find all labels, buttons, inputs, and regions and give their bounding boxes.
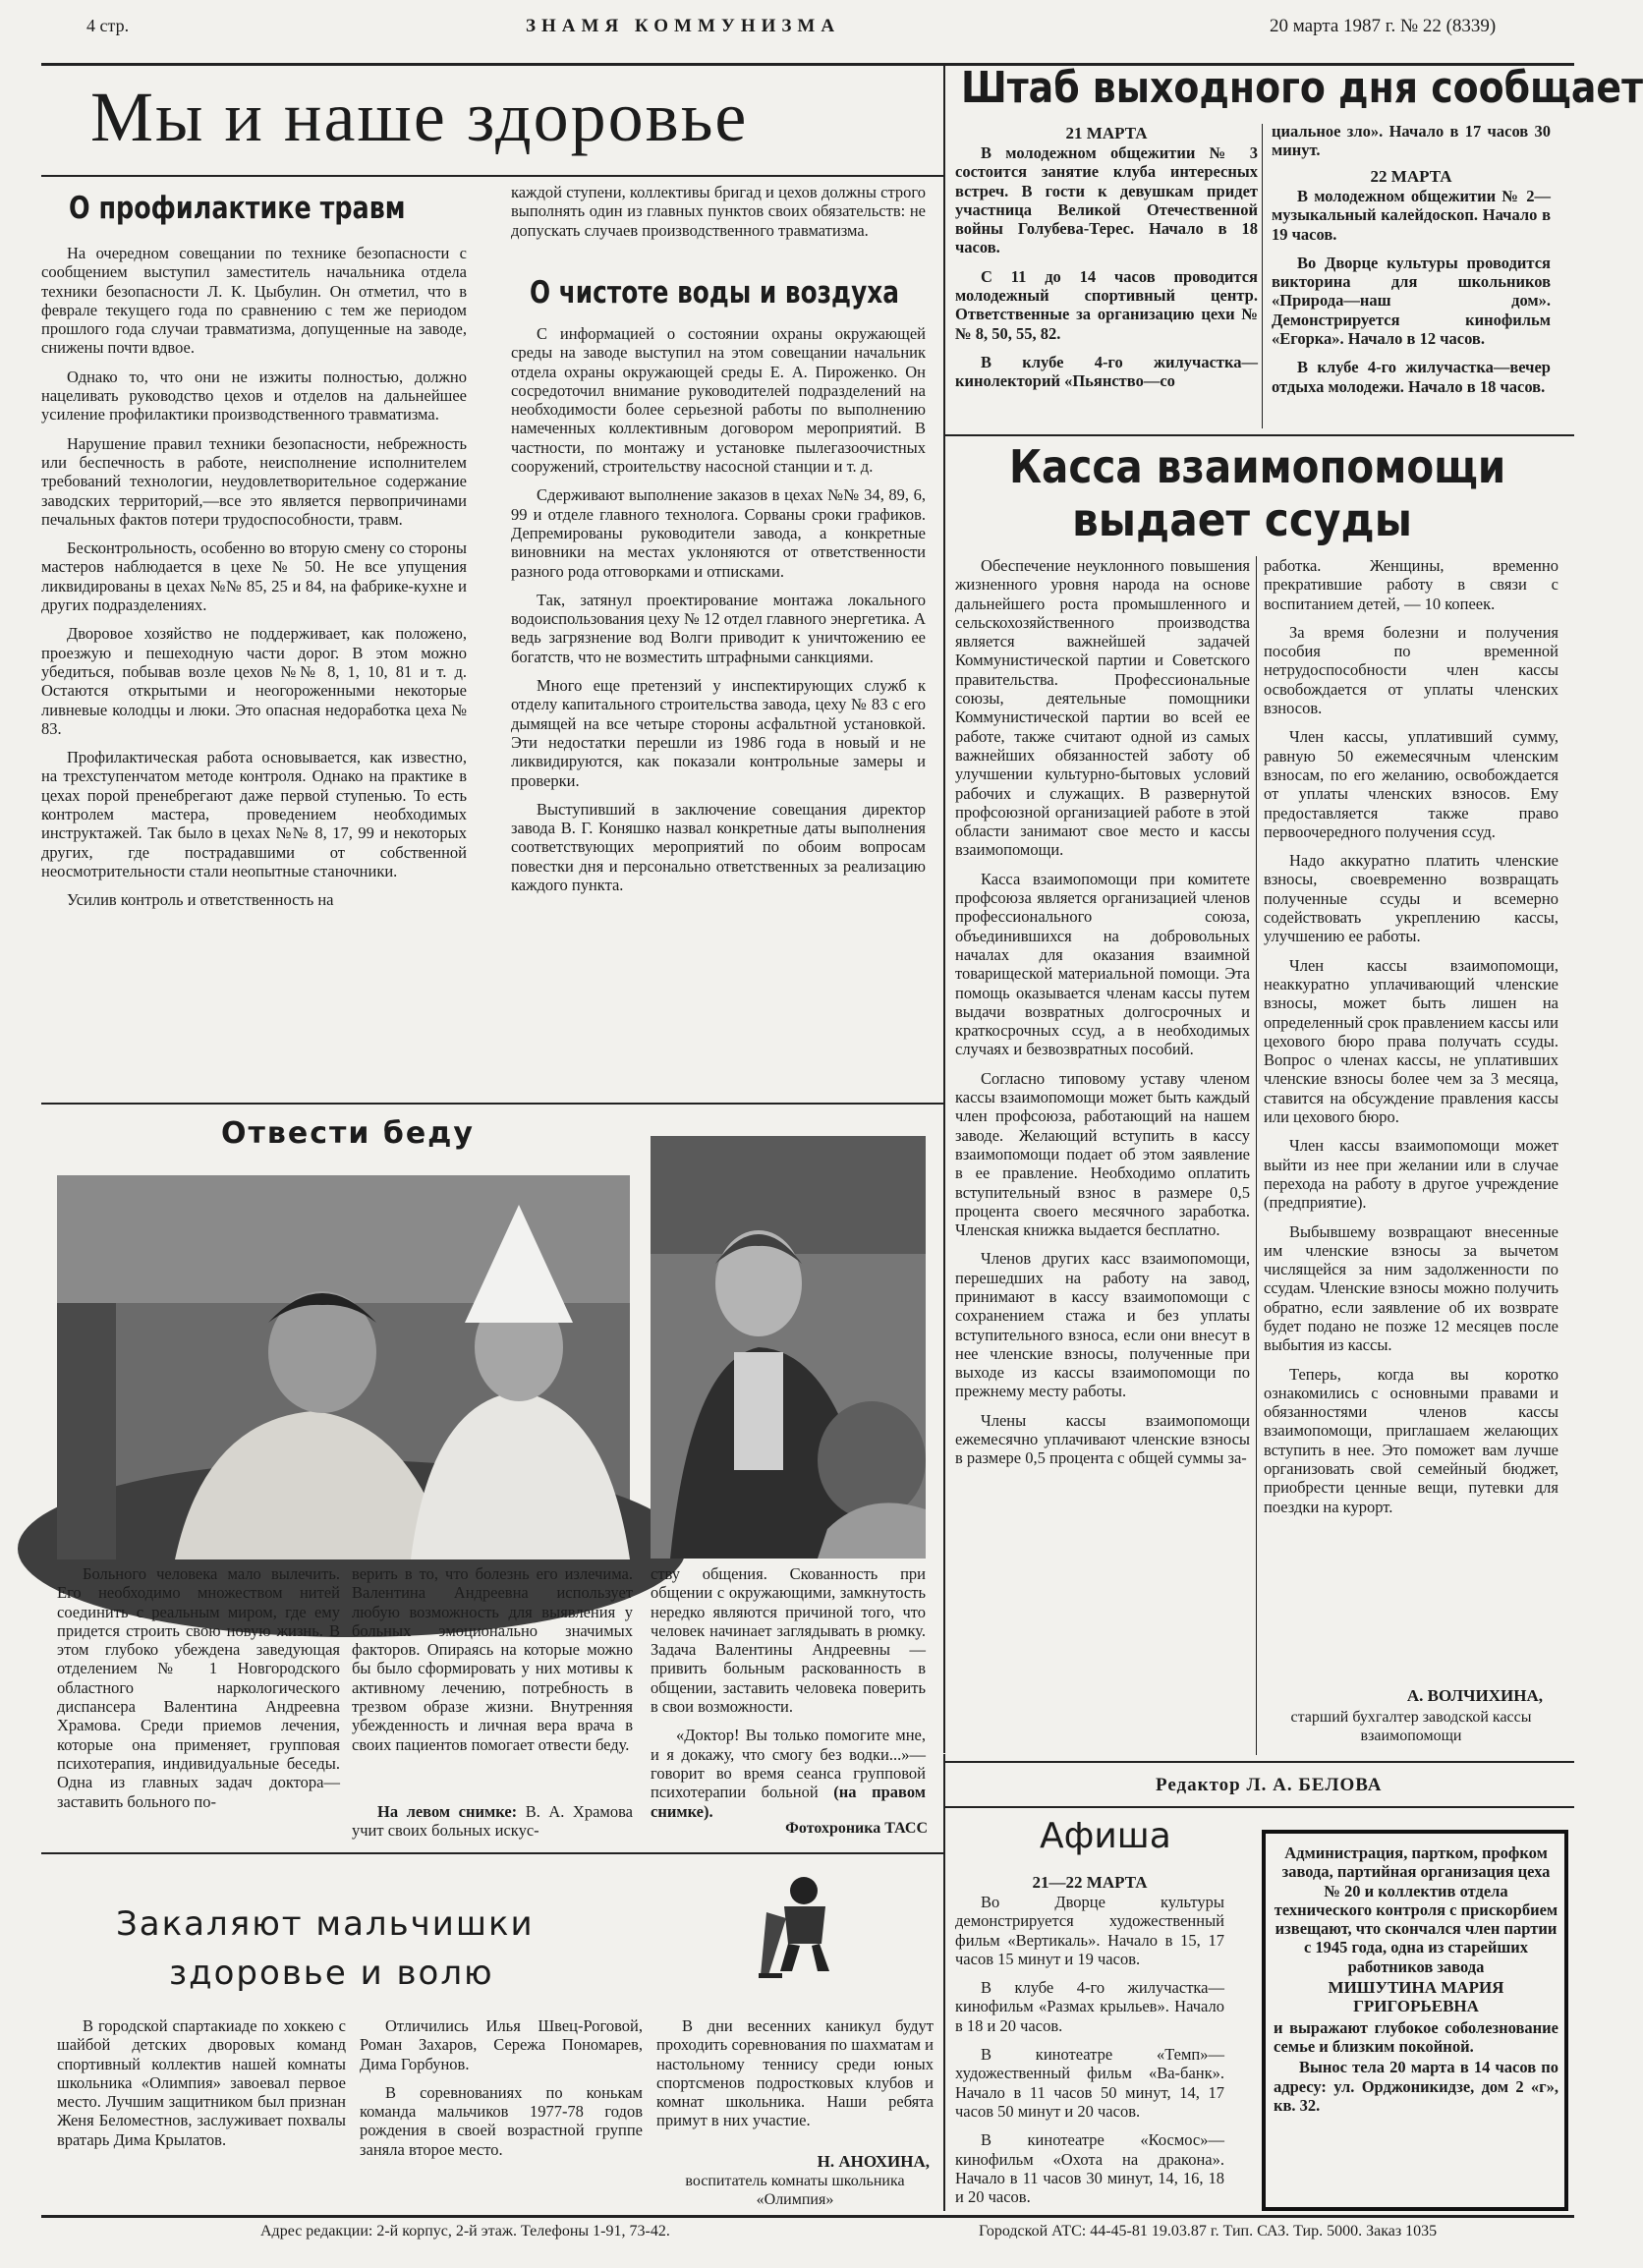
kassa-title-line-1: Касса взаимопомощи	[1008, 440, 1506, 493]
weekend-column-1	[955, 143, 1258, 425]
hockey-title-line-1: Закаляют мальчишки	[116, 1904, 535, 1944]
editor-bottom-rule	[945, 1806, 1574, 1808]
weekend-title: Штаб выходного дня сообщает	[961, 63, 1643, 113]
newspaper-name: ЗНАМЯ КОММУНИЗМА	[526, 16, 841, 36]
injury-paragraph: Усилив контроль и ответственность на	[67, 890, 334, 910]
water-paragraph: Много еще претензий у инспектирующих служб к отделу капитального строительства завода, цеху № 83 с его дымящей на все четыре стороны асфальтной установкой. Эти недостатки перешли из 1986 года в новый и не ликвидируются, как показали контрольные замеры и проверки.	[511, 676, 926, 790]
injury-paragraph: Бесконтрольность, особенно во вторую смену со стороны мастеров наблюдается в цехе № 50. Не все упущения ликвидированы в цехах №№ 85, 25 и 84, на фабрике-кухне и других подразделениях.	[41, 539, 467, 615]
water-paragraph: Выступивший в заключение совещания директор завода В. Г. Коняшко назвал конкретные даты выполнения соответствующих мероприятий по обоим вопросам повестки дня и персонально ответственных за реализацию каждого пункта.	[511, 799, 926, 895]
afisha-item: В кинотеатре «Космос»—кинофильм «Охота на дракона». Начало в 11 часов 30 минут, 14, 16, 18 и 20 часов.	[955, 2130, 1224, 2207]
footer-rule	[41, 2215, 1574, 2218]
hockey-paragraph: В дни весенних каникул будут проходить соревнования по шахматам и настольному теннису среди юных спортсменов подростковых клубов и комнат школьника. Наши ребята примут в них участие.	[656, 2016, 934, 2130]
kassa-paragraph: Касса взаимопомощи при комитете профсоюза является организацией членов профессионального союза, объединившихся на добровольных началах для оказания взаимной товарищеской материальной помощи. Эта помощь оказывается членам кассы путем выдачи возвратных долгосрочных и краткосрочных ссуд, а в необходимых случаях и безвозвратных пособий.	[955, 869, 1250, 1059]
obituary-condolence: и выражают глубокое соболезнование семье и близким покойной.	[1274, 2017, 1558, 2056]
weekend-item: В клубе 4-го жилучастка—кинолекторий «Пьянство—со	[955, 352, 1258, 391]
section-title: Мы и наше здоровье	[90, 78, 749, 156]
hockey-column-1	[57, 2016, 346, 2213]
kassa-paragraph: Член кассы взаимопомощи, неаккуратно уплачивающий членские взносы, может быть лишен на определенный срок правлением кассы или цехового бюро права получать ссуды. Вопрос о членах кассы, не уплативших членские взносы более чем за 3 месяца, ставится на обсуждение правления кассы или цехового бюро.	[1264, 955, 1558, 1127]
hockey-title-line-2: здоровье и волю	[169, 1954, 494, 1993]
kassa-paragraph: Член кассы, уплативший сумму, равную 50 ежемесячным членским взносам, по его желанию, освобождается от уплаты членских взносов. Ему предоставляется также право первоочередного получения ссуд.	[1264, 727, 1558, 841]
water-paragraph: Так, затянул проектирование монтажа локального водоиспользования цеху № 12 отдел главного энергетика. А ведь загрязнение вод Волги приводит к уничтожению ее богатств, что не возместить штрафными санкциями.	[511, 590, 926, 666]
afisha-item: В кинотеатре «Темп»—художественный фильм «Ва-банк». Начало в 11 часов 50 минут, 14, 17 часов 50 минут и 20 часов.	[955, 2045, 1224, 2121]
hockey-author: Н. АНОХИНА,	[817, 2152, 930, 2171]
water-title: О чистоте воды и воздуха	[530, 275, 899, 311]
injury-paragraph: Нарушение правил техники безопасности, небрежность или беспечность в работе, неисполнение исполнителем требований технологии, неудовлетворительное содержание заводских территорий,—все это является первопричинами печальных фактов потери трудоспособности, травм.	[41, 433, 467, 529]
hockey-column-2	[360, 2016, 643, 2213]
photo-credit: Фотохроника ТАСС	[785, 1820, 928, 1837]
otvesti-paragraph: Больного человека мало вылечить. Его необходимо множеством нитей соединить с реальным миром, где ему придется строить свою новую жизнь. В этом глубоко убеждена заведующая отделением № 1 Новгородского областного наркологического диспансера Валентина Андреевна Храмова. Среди приемов лечения, которые она применяет, групповая психотерапия, индивидуальные беседы. Одна из главных задач доктора—заставить больного по-	[57, 1564, 340, 1811]
kassa-paragraph: работка. Женщины, временно прекратившие работу в связи с воспитанием детей, — 10 копеек.	[1264, 556, 1558, 613]
obituary-name: МИШУТИНА МАРИЯ ГРИГОРЬЕВНА	[1328, 1978, 1504, 2016]
hockey-player-illustration	[757, 1873, 845, 1981]
right-photo-image	[651, 1136, 926, 1559]
hockey-column-3	[656, 2016, 934, 2150]
afisha-date: 21—22 МАРТА	[1032, 1873, 1148, 1892]
afisha-divider	[943, 1754, 945, 2211]
footer-address: Адрес редакции: 2-й корпус, 2-й этаж. Телефоны 1-91, 73-42.	[260, 2223, 670, 2240]
obituary-funeral: Вынос тела 20 марта в 14 часов по адресу: ул. Орджоникидзе, дом 2 «г», кв. 32.	[1274, 2058, 1558, 2115]
weekend-item: В молодежном общежитии № 3 состоится занятие клуба интересных встреч. В гости к девушкам придет участница Великой Отечественной войны Голубева-Терес. Начало в 18 часов.	[955, 143, 1258, 257]
afisha-title: Афиша	[1040, 1816, 1171, 1856]
kassa-paragraph: Члены кассы взаимопомощи ежемесячно уплачивают членские взносы в размере 0,5 процента с общей суммы за-	[955, 1410, 1250, 1468]
afisha-item: Во Дворце культуры демонстрируется художественный фильм «Вертикаль». Начало в 15, 17 часов 15 минут и 19 часов.	[955, 1893, 1224, 1968]
kassa-divider	[1256, 556, 1257, 1755]
weekend-item: В клубе 4-го жилучастка—вечер отдыха молодежи. Начало в 18 часов.	[1272, 358, 1551, 396]
left-photo-image	[57, 1175, 630, 1559]
weekend-item: С 11 до 14 часов проводится молодежный спортивный центр. Ответственные за организацию цехи №№ 8, 50, 55, 82.	[955, 266, 1258, 343]
kassa-column-2	[1264, 556, 1558, 1667]
kassa-paragraph: Член кассы взаимопомощи может выйти из нее при желании или в случае перехода на работу в другое учреждение (предприятие).	[1264, 1136, 1558, 1213]
issue-date: 20 марта 1987 г. № 22 (8339)	[1270, 16, 1497, 36]
weekend-date-2: 22 МАРТА	[1370, 167, 1452, 186]
weekend-bottom-rule	[945, 434, 1574, 436]
injury-paragraph: Однако то, что они не изжиты полностью, должно нацеливать руководство цехов и отделов на дальнейшее усиление профилактики производственного травматизма.	[41, 367, 467, 425]
page-number: 4 стр.	[86, 16, 130, 35]
left-photo	[57, 1175, 630, 1559]
caption-text: В. А. Храмова учит своих больных искус-	[352, 1802, 633, 1841]
injury-title: О профилактике травм	[69, 191, 406, 226]
water-paragraph: С информацией о состоянии охраны окружающей среды на заводе выступил на этом совещании начальник отдела охраны окружающей среды Е. А. Пироженко. Он сосредоточил внимание руководителей подразделений на необходимости более серьезной работы по выполнению намеченных коллективным договором мероприятий. В частности, по монтажу и установке пылегазоочистных сооружений, строительству насосной станции и т. д.	[511, 324, 926, 477]
weekend-column-2	[1272, 187, 1551, 426]
water-column	[511, 324, 926, 1086]
kassa-column-1	[955, 556, 1250, 1759]
kassa-paragraph: Членов других касс взаимопомощи, перешедших на работу на завод, принимают в кассу взаимопомощи с сохранением стажа и без уплаты вступительного взноса, если они внесут в нее членские взносы, полученные при выходе из кассы взаимопомощи по прежнему месту работы.	[955, 1249, 1250, 1401]
otvesti-title: Отвести беду	[221, 1116, 475, 1151]
injury-paragraph: Дворовое хозяйство не поддерживает, как положено, проезжую и пешеходную части дорог. В этом можно убедиться, побывав возле цехов №№ 8, 1, 10, 81 и т. д. Остаются открытыми и неогороженными некоторые ливневые колодцы и люки. Это опасная недоработка цеха № 83.	[41, 624, 467, 738]
obituary-text	[1274, 1843, 1558, 2203]
otvesti-column-1	[57, 1564, 340, 1859]
footer-print-info: Городской АТС: 44-45-81 19.03.87 г. Тип. САЗ. Тир. 5000. Заказ 1035	[979, 2223, 1438, 2240]
obituary-announcement: Администрация, партком, профком завода, партийная организация цеха № 20 и коллектив отдела технического контроля с прискорбием извещают, что скончался член партии с 1945 года, одна из старейших работников завода	[1274, 1843, 1558, 1976]
right-photo	[651, 1136, 926, 1559]
kassa-paragraph: За время болезни и получения пособия по временной нетрудоспособности член кассы освобождается от уплаты членских взносов.	[1264, 622, 1558, 718]
kassa-paragraph: Надо аккуратно платить членские взносы, своевременно возвращать полученные ссуды и всемерно содействовать укреплению кассы, улучшению ее работы.	[1264, 851, 1558, 946]
injury-paragraph: На очередном совещании по технике безопасности с сообщением выступил заместитель начальника отдела техники безопасности Л. К. Цыбулин. Он отметил, что в феврале текущего года по сравнению с тем же периодом прошлого года случаи травматизма, допущенные на заводе, снижены почти вдвое.	[41, 244, 467, 358]
section-title-rule	[41, 175, 943, 177]
weekend-continuation	[1272, 122, 1551, 165]
editor-top-rule	[945, 1761, 1574, 1763]
caption-label: На левом снимке:	[377, 1802, 518, 1821]
hockey-paragraph: В соревнованиях по конькам команда мальчиков 1977-78 годов рождения в своей возрастной группе заняла второе место.	[360, 2082, 643, 2159]
otvesti-top-rule	[41, 1103, 943, 1105]
afisha-column	[955, 1893, 1224, 2213]
injury-continuation: каждой ступени, коллективы бригад и цехов должны строго выполнять один из главных пунктов своих обязательств: не допускать случаев производственного травматизма.	[511, 183, 926, 240]
otvesti-paragraph: ству общения. Скованность при общении с окружающими, замкнутость нередко являются причиной того, что человек начинает заглядывать в рюмку. Задача Валентины Андреевны — привить больным раскованность в общении, заставить человека поверить в свои возможности.	[651, 1564, 926, 1717]
kassa-author: А. ВОЛЧИХИНА,	[1406, 1686, 1543, 1705]
weekend-continuation-text: циальное зло». Начало в 17 часов 30 минут.	[1272, 122, 1551, 160]
injury-column-1	[41, 244, 467, 1089]
otvesti-column-3	[651, 1564, 926, 1821]
kassa-title-line-2: выдает ссуды	[1072, 493, 1412, 546]
weekend-item: В молодежном общежитии № 2—музыкальный калейдоскоп. Начало в 19 часов.	[1272, 187, 1551, 244]
left-photo-caption	[352, 1802, 633, 1842]
weekend-divider	[1262, 124, 1263, 428]
otvesti-quote: «Доктор! Вы только помогите мне, и я докажу, что смогу без водки...»—говорит во время сеанса групповой психотерапии больной	[651, 1726, 926, 1802]
hockey-paragraph: В городской спартакиаде по хоккею с шайбой детских дворовых команд спортивный коллектив нашей комнаты школьника «Олимпия» завоевал первое место. Лучшим защитником был признан Женя Беломестнов, заслуживает похвалы вратарь Дима Крылатов.	[57, 2016, 346, 2149]
right-photo-caption: (на правом снимке).	[651, 1783, 926, 1821]
kassa-author-title: старший бухгалтер заводской кассы взаимопомощи	[1290, 1709, 1532, 1744]
afisha-item: В клубе 4-го жилучастка—кинофильм «Размах крыльев». Начало в 18 и 20 часов.	[955, 1978, 1224, 2035]
otvesti-column-2	[352, 1564, 633, 1793]
otvesti-paragraph: верить в то, что болезнь его излечима. Валентина Андреевна использует любую возможность для выявления у больных эмоционально значимых факторов. Опираясь на которые можно бы было сформировать у них мотивы к активному лечению, потребность в трезвом образе жизни. Внутренняя убежденность и личная вера врача в своих пациентов помогает отвести беду.	[352, 1564, 633, 1754]
hockey-player-icon	[757, 1873, 845, 1981]
injury-paragraph: Профилактическая работа основывается, как известно, на трехступенчатом методе контроля. Однако на практике в цехах порой пренебрегают даже первой ступенью. То есть контролем мастера, проведением необходимых инструктажей. Так было в цехах №№ 8, 17, 99 и некоторых других, где пострадавшими от собственной неосмотрительности стали неопытные станочники.	[41, 748, 467, 880]
editor-line: Редактор Л. А. БЕЛОВА	[1156, 1775, 1383, 1795]
hockey-author-title: воспитатель комнаты школьника «Олимпия»	[685, 2173, 905, 2208]
injury-column-2	[511, 183, 926, 265]
weekend-date-1: 21 МАРТА	[1065, 124, 1148, 142]
kassa-paragraph: Обеспечение неуклонного повышения жизненного уровня народа на основе дальнейшего роста промышленного и сельскохозяйственного производства является важнейшей задачей Коммунистической партии и Советского правительства. Профессиональные союзы, деятельные помощники Коммунистической партии во всей ее работе, также считают одной из самых важнейших обязанностей заботу об улучшении культурно-бытовых условий рабочих и служащих. В развернутой профсоюзной организацией работе в этой области занимают свое место и кассы взаимопомощи.	[955, 556, 1250, 860]
water-paragraph: Сдерживают выполнение заказов в цехах №№ 34, 89, 6, 99 и отделе главного технолога. Сорваны сроки графиков. Депремированы руководители завода, а конкретные виновники на местах уклоняются от ответственности разного рода отговорками и отписками.	[511, 485, 926, 581]
hockey-paragraph: Отличились Илья Швец-Роговой, Роман Захаров, Сережа Пономарев, Дима Горбунов.	[360, 2016, 643, 2073]
main-column-divider	[943, 63, 945, 1753]
weekend-item: Во Дворце культуры проводится викторина для школьников «Природа—наш дом». Демонстрируется кинофильм «Егорка». Начало в 12 часов.	[1272, 253, 1551, 349]
kassa-paragraph: Выбывшему возвращают внесенные им членские взносы за вычетом числящейся за ним задолженности по ссудам. Членские взносы можно получить обратно, если заявление об их возврате будет подано не позже 12 месяцев после выбытия из кассы.	[1264, 1221, 1558, 1355]
kassa-paragraph: Теперь, когда вы коротко ознакомились с основными правами и обязанностями членов кассы взаимопомощи, приглашаем желающих вступить в нее. Это поможет вам лучше организовать свой семейный бюджет, приобрести ценные вещи, путевки для поездки на курорт.	[1264, 1364, 1558, 1516]
kassa-paragraph: Согласно типовому уставу членом кассы взаимопомощи может быть каждый член профсоюза, работающий на нашем заводе. Желающий вступить в кассу взаимопомощи подает об этом заявление в ее правление. Необходимо оплатить вступительный взнос в размере 0,5 процента своего месячного заработка. Членская книжка выдается бесплатно.	[955, 1068, 1250, 1240]
hockey-top-rule	[41, 1852, 943, 1854]
